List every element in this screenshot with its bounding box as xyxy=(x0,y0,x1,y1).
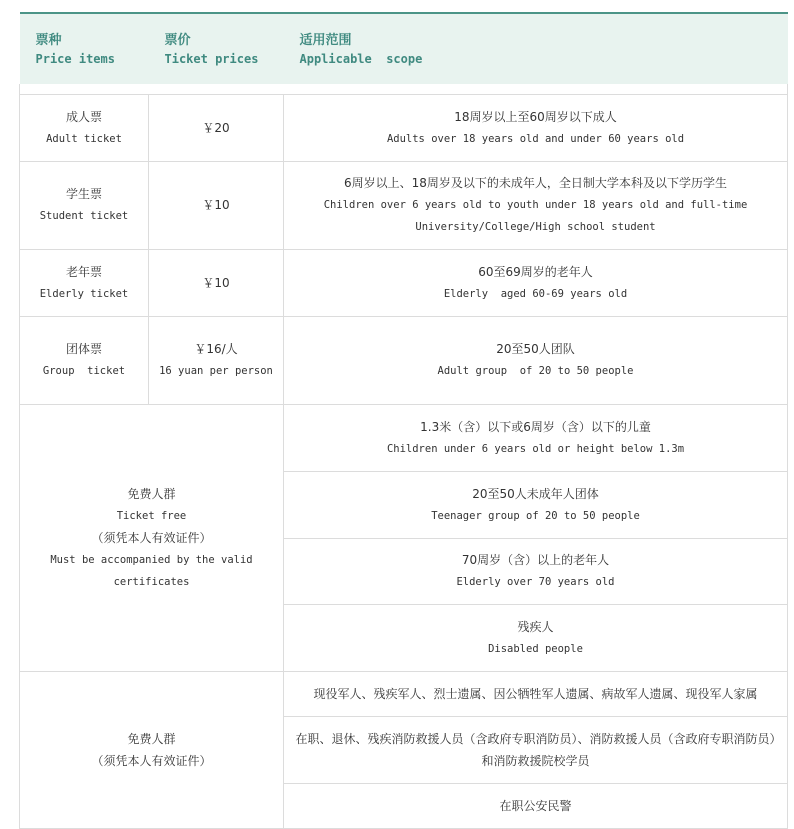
ticket-type-cell: 成人票 Adult ticket xyxy=(20,94,149,161)
scope-cell: 60至69周岁的老年人 Elderly aged 60-69 years old xyxy=(284,249,788,316)
scope-cell: 现役军人、残疾军人、烈士遗属、因公牺牲军人遗属、病故军人遗属、现役军人家属 xyxy=(284,671,788,716)
table-row-adult xyxy=(20,94,788,161)
ticket-price-cell: ￥20 xyxy=(149,94,284,161)
ticket-price-cell: ￥10 xyxy=(149,161,284,249)
scope-cell: 在职、退休、残疾消防救援人员（含政府专职消防员）、消防救援人员（含政府专职消防员）和消防救援院校学员 xyxy=(284,716,788,783)
ticket-price-cell: ￥10 xyxy=(149,249,284,316)
ticket-price-table xyxy=(19,12,788,829)
scope-cell: 18周岁以上至60周岁以下成人 Adults over 18 years old and under 60 years old xyxy=(284,94,788,161)
table-row-free-military xyxy=(20,671,788,716)
free-ticket-type-cell: 免费人群 Ticket free （须凭本人有效证件） Must be accompanied by the valid certificates xyxy=(20,404,284,671)
header-ticket-price: 票价 Ticket prices xyxy=(149,13,284,84)
table-row-free-children xyxy=(20,404,788,471)
scope-cell: 残疾人 Disabled people xyxy=(284,604,788,671)
scope-cell: 1.3米（含）以下或6周岁（含）以下的儿童 Children under 6 years old or height below 1.3m xyxy=(284,404,788,471)
ticket-type-cell: 老年票 Elderly ticket xyxy=(20,249,149,316)
table-row-elderly xyxy=(20,249,788,316)
ticket-price-table-container xyxy=(19,12,787,829)
scope-cell: 6周岁以上、18周岁及以下的未成年人，全日制大学本科及以下学历学生 Children over 6 years old to youth under 18 years old and full-time University/College/High school student xyxy=(284,161,788,249)
scope-cell: 在职公安民警 xyxy=(284,783,788,828)
scope-cell: 20至50人团队 Adult group of 20 to 50 people xyxy=(284,316,788,404)
header-applicable-scope: 适用范围 Applicable scope xyxy=(284,13,788,84)
ticket-type-cell: 学生票 Student ticket xyxy=(20,161,149,249)
scope-cell: 70周岁（含）以上的老年人 Elderly over 70 years old xyxy=(284,538,788,604)
table-row-student xyxy=(20,161,788,249)
header-ticket-type: 票种 Price items xyxy=(20,13,149,84)
ticket-price-cell: ￥16/人 16 yuan per person xyxy=(149,316,284,404)
ticket-type-cell: 团体票 Group ticket xyxy=(20,316,149,404)
table-row-group xyxy=(20,316,788,404)
free-ticket-type-cell-2: 免费人群 （须凭本人有效证件） xyxy=(20,671,284,828)
scope-cell: 20至50人未成年人团体 Teenager group of 20 to 50 people xyxy=(284,471,788,538)
table-header-row xyxy=(20,13,788,84)
